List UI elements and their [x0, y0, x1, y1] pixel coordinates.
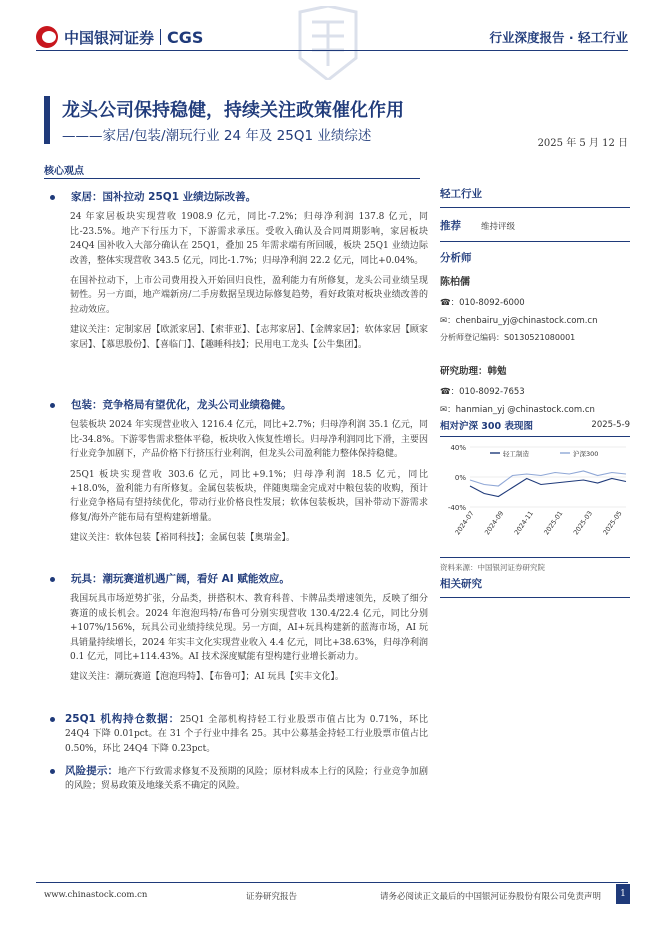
- section-para: 建议关注：潮玩赛道【泡泡玛特】、【布鲁可】；AI 玩具【实丰文化】。: [70, 672, 344, 683]
- analyst-phone: 010-8092-6000: [459, 298, 525, 308]
- bullet-icon: [50, 195, 55, 200]
- section-inline: 地产下行致需求修复不及预期的风险；原材料成本上行的风险；行业竞争加剧的风险；贸易政策及地缘关系不确定的风险。: [65, 767, 428, 792]
- section-home: [50, 190, 428, 358]
- chart-block: [440, 418, 630, 573]
- rating-label: 推荐: [440, 220, 461, 232]
- core-label: 核心观点: [44, 166, 84, 177]
- legend-label: 轻工制造: [503, 450, 529, 458]
- related-block: [440, 576, 630, 598]
- y-tick-label: 0%: [454, 474, 466, 482]
- section-head: 25Q1 机构持仓数据：: [65, 713, 180, 725]
- rc-divider: [440, 241, 630, 242]
- section-para: 建议关注：定制家居【欧派家居】、【索菲亚】、【志邦家居】、【金牌家居】；软体家居【顾家家居】、【慕思股份】、【喜临门】、【趣睡科技】；民用电工龙头【公牛集团】。: [70, 325, 428, 350]
- page-number: 1: [616, 884, 630, 904]
- page-subtitle: ———家居/包装/潮玩行业 24 年及 25Q1 业绩综述: [62, 128, 372, 144]
- bullet-icon: [50, 717, 55, 722]
- series-line: [470, 479, 626, 497]
- section-head: 风险提示：: [65, 765, 119, 777]
- page-title: 龙头公司保持稳健，持续关注政策催化作用: [62, 100, 404, 121]
- x-tick-label: 2025-03: [571, 509, 595, 537]
- header-divider: [36, 50, 628, 51]
- rc-divider: [440, 207, 630, 208]
- phone-icon: ☎：: [440, 298, 460, 308]
- logo-cn: 中国银河证券: [64, 28, 155, 47]
- rc-divider: [440, 436, 630, 437]
- x-tick-label: 2024-09: [483, 509, 506, 537]
- bullet-icon: [50, 577, 55, 582]
- industry-label: 轻工行业: [440, 188, 482, 200]
- performance-chart: [440, 441, 630, 549]
- footer-site[interactable]: www.chinastock.com.cn: [44, 890, 148, 900]
- section-para: 25Q1 板块实现营收 303.6 亿元，同比+9.1%；归母净利润 18.5 亿元，同比+18.0%，盈利能力有所修复。金属包装板块，伴随奥瑞金完成对中粮包装的收购，预计行业竞争格局有望持续优化，带动行业价格良性发展；软体包装板块，国补带动下游需求修复/海外产能布局有望构建新增量。: [70, 469, 428, 523]
- assistant-email[interactable]: hanmian_yj @chinastock.com.cn: [455, 405, 595, 415]
- brand-logo: [36, 26, 203, 48]
- analyst-email[interactable]: chenbairu_yj@chinastock.com.cn: [455, 316, 598, 326]
- section-para: 24 年家居板块实现营收 1908.9 亿元，同比-7.2%；归母净利润 137.8 亿元，同比-23.5%。地产下行压力下，下游需求承压。受收入确认及合同周期影响，家居板块 24Q4 国补收入大部分确认在 25Q1，叠加 25 年需求端有所回暖，板块 25Q1 业绩边际改善，整体实现营收 343.5 亿元，同比-1.7%；归母净利润 22.2 亿元，同比+0.04%。: [70, 212, 428, 266]
- section-head: 玩具：潮玩赛道机遇广阔，看好 AI 赋能效应。: [71, 573, 290, 585]
- analyst-name: 陈柏儒: [440, 277, 470, 288]
- section-para: 我国玩具市场逆势扩张，分品类，拼搭积木、教育科普、卡牌品类增速领先，反映了细分赛道的成长机会。2024 年泡泡玛特/布鲁可分别实现营收 130.4/22.4 亿元，同比分别+107%/156%，玩具公司业绩持续兑现。另一方面，AI+玩具构建新的蓝海市场，AI 玩具销量持续增长，2024 年实丰文化实现营业收入 4.4 亿元，同比+38.63%，归母净利润 0.1 亿元，同比+114.43%。AI 技术深度赋能有望构建行业增长新动力。: [70, 594, 428, 663]
- chart-date: 2025-5-9: [591, 420, 630, 430]
- x-tick-label: 2025-05: [601, 509, 624, 537]
- section-head: 包装：竞争格局有望优化，龙头公司业绩稳健。: [71, 399, 292, 411]
- email-icon: ✉：: [440, 405, 456, 415]
- footer-mid: 证券研究报告: [246, 892, 298, 902]
- related-label: 相关研究: [440, 578, 482, 590]
- report-type: 行业深度报告 · 轻工行业: [489, 30, 628, 45]
- email-icon: ✉：: [440, 316, 456, 326]
- y-tick-label: 40%: [450, 444, 466, 452]
- right-sidebar: [440, 186, 630, 415]
- section-para: 包装板块 2024 年实现营业收入 1216.4 亿元，同比+2.7%；归母净利润 35.1 亿元，同比-34.8%。下游零售需求整体平稳，板块收入恢复性增长。归母净利润同比下滑，主要因行业竞争加剧下，产品价格下行挤压行业利润，但龙头公司盈利能力整体保持稳健。: [70, 420, 428, 460]
- footer-divider: [36, 882, 628, 883]
- report-date: 2025 年 5 月 12 日: [537, 138, 628, 149]
- x-tick-label: 2024-11: [512, 509, 535, 537]
- section-risk: [50, 764, 428, 800]
- section-holdings: [50, 712, 428, 762]
- analyst-label: 分析师: [440, 252, 472, 264]
- assistant-label: 研究助理：韩勉: [440, 366, 507, 377]
- x-tick-label: 2025-01: [542, 509, 565, 537]
- section-para: 建议关注：软体包装【裕同科技】；金属包装【奥瑞金】。: [70, 533, 296, 544]
- section-inline: 25Q1 全部机构持轻工行业股票市值占比为 0.71%，环比 24Q4 下降 0.01pct。在 31 个子行业中排名 25。其中公募基金持轻工行业股票市值占比 0.50%，环比 24Q4 下降 0.23pct。: [65, 715, 429, 754]
- title-accent-bar: [44, 96, 50, 144]
- section-head: 家居：国补拉动 25Q1 业绩边际改善。: [71, 191, 257, 203]
- rc-divider: [440, 597, 630, 598]
- watermark-icon: [294, 6, 362, 80]
- x-tick-label: 2024-07: [453, 509, 476, 537]
- section-para: 在国补拉动下，上市公司费用投入开始回归良性，盈利能力有所修复，龙头公司业绩呈现韧性。另一方面，地产端新房/二手房数据呈现边际修复趋势，看好政策对板块业绩改善的拉动效应。: [70, 276, 428, 315]
- rc-divider: [440, 557, 630, 558]
- core-divider: [44, 178, 420, 179]
- legend-label: 沪深300: [573, 450, 599, 458]
- phone-icon: ☎：: [440, 387, 460, 397]
- analyst-reg: 分析师登记编码：S0130521080001: [440, 333, 576, 342]
- logo-en: CGS: [167, 27, 204, 47]
- assistant-phone: 010-8092-7653: [459, 387, 525, 397]
- y-tick-label: -40%: [447, 504, 466, 512]
- rating-value: 维持评级: [481, 221, 516, 232]
- chart-source: 资料来源：中国银河证券研究院: [440, 563, 545, 572]
- section-packaging: [50, 398, 428, 552]
- brand-mark-icon: [36, 26, 58, 48]
- chart-title: 相对沪深 300 表现图: [440, 421, 533, 432]
- footer-disclaimer: 请务必阅读正文最后的中国银河证券股份有限公司免责声明: [380, 892, 602, 902]
- bullet-icon: [50, 403, 55, 408]
- section-toys: [50, 572, 428, 691]
- logo-divider: [160, 29, 161, 45]
- bullet-icon: [50, 769, 55, 774]
